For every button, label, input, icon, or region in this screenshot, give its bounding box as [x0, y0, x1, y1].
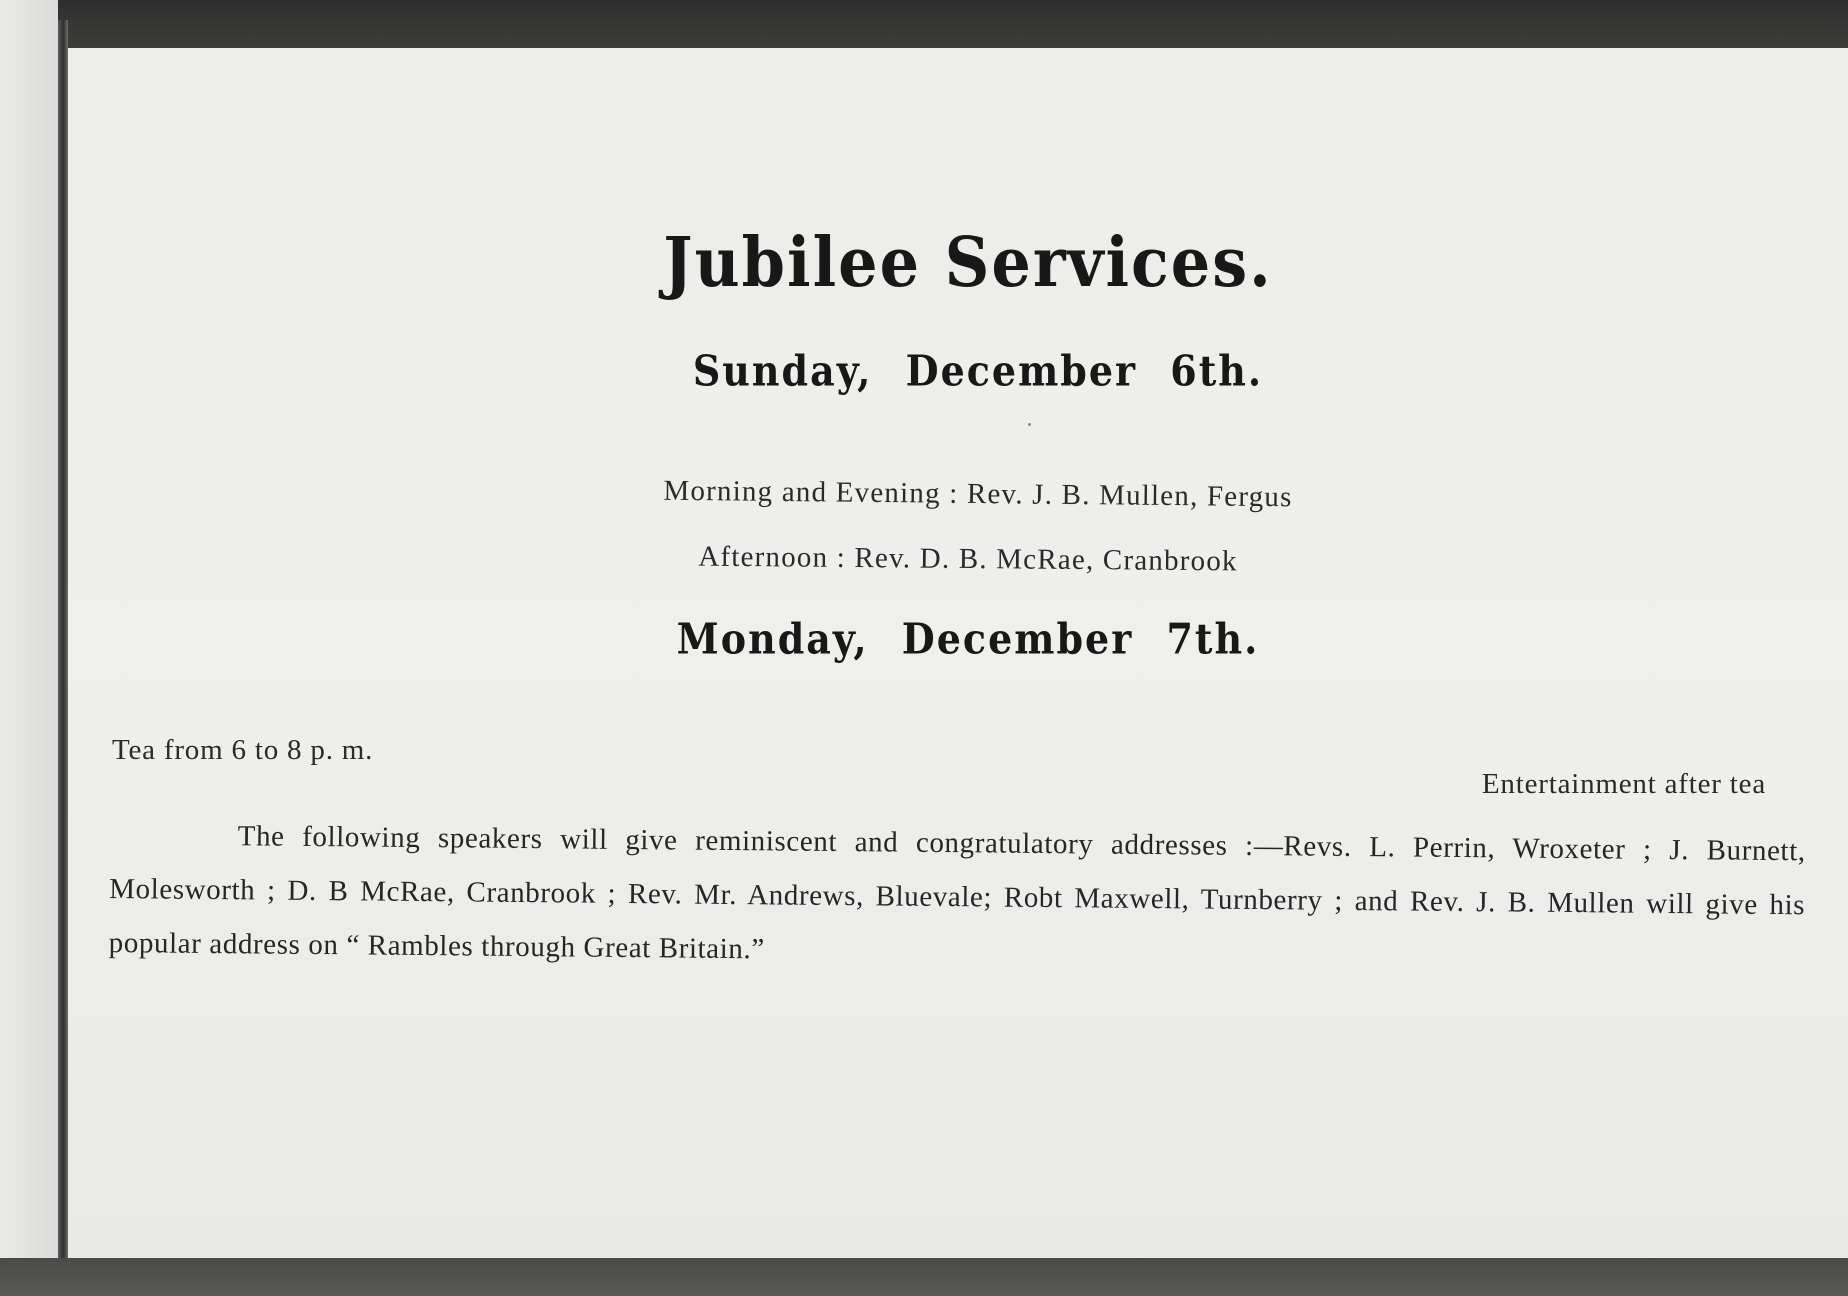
scan-frame-top [0, 0, 1848, 48]
speakers-paragraph: The following speakers will give reminiscent and congratulatory addresses :—Revs. L. Perrin, Wroxeter ; J. Burnett, Molesworth ; D. B McRae, Cranbrook ; Rev. Mr. Andrews, Bluevale; Robt Maxwell, Turnberry ; and Rev. J. B. Mullen will give his popular address on “ Rambles through Great Britain.” [108, 820, 1806, 966]
entertainment-note: Entertainment after tea [1481, 768, 1766, 800]
scan-speck [1028, 423, 1031, 426]
sunday-service-afternoon: Afternoon : Rev. D. B. McRae, Cranbrook [698, 540, 1238, 578]
sunday-heading: Sunday, December 6th. [692, 345, 1264, 396]
monday-heading: Monday, December 7th. [676, 613, 1260, 664]
scan-frame-bottom [0, 1258, 1848, 1296]
tea-time: Tea from 6 to 8 p. m. [112, 734, 374, 766]
scan-left-margin [0, 0, 58, 1296]
scan-binding-line [58, 20, 68, 1278]
card-title: Jubilee Services. [663, 222, 1273, 303]
sunday-service-morning-evening: Morning and Evening : Rev. J. B. Mullen, Fergus [663, 474, 1293, 514]
jubilee-card [68, 48, 1848, 1258]
